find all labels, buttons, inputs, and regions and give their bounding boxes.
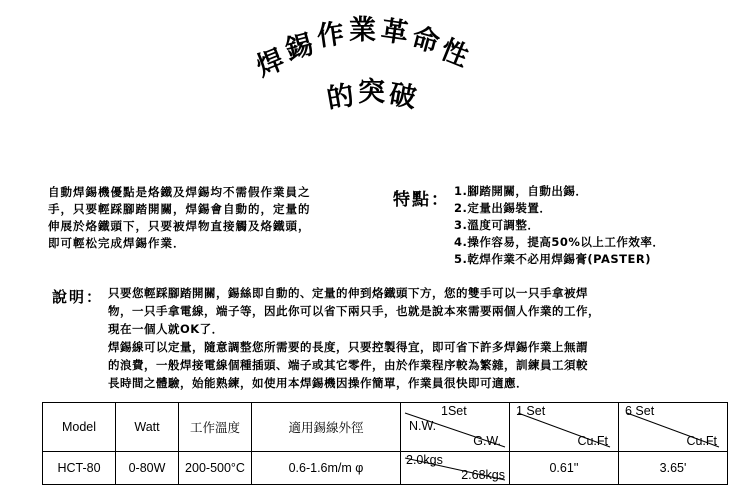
- label-nw: N.W.: [409, 419, 437, 433]
- label-cuft: Cu.Ft: [577, 434, 608, 448]
- description-line: 長時間之體驗，始能熟練，如使用本焊錫機因操作簡單，作業員很快即可適應．: [108, 376, 528, 390]
- cell-model: HCT-80: [43, 452, 116, 485]
- header-1set-volume: [510, 403, 619, 452]
- label-1set: 1Set: [441, 404, 467, 418]
- intro-line: 自動焊錫機優點是烙鐵及焊錫均不需假作業員之: [48, 185, 311, 199]
- feature-item: 4.操作容易，提高50%以上工作效率．: [454, 235, 665, 249]
- cell-cuft-1set: 0.61'': [510, 452, 619, 485]
- header-1set-weight: [401, 403, 510, 452]
- header-model: Model: [43, 403, 116, 452]
- cell-weight: [401, 452, 510, 485]
- description-line: 焊錫線可以定量，隨意調整您所需要的長度，只要控製得宜，即可省下許多焊錫作業上無謂: [108, 340, 588, 354]
- value-nw: 2.0kgs: [406, 453, 443, 467]
- header-watt: Watt: [116, 403, 179, 452]
- description-line: 的浪費，一般焊接電線個種插頭、端子或其它零件，由於作業程序較為繁雜，訓練員工須較: [108, 358, 588, 372]
- label-gw: G.W.: [473, 434, 501, 448]
- cell-temp: 200-500°C: [179, 452, 252, 485]
- value-gw: 2.68kgs: [461, 468, 505, 482]
- title-char: 作: [314, 18, 347, 53]
- title-char: 命: [408, 22, 443, 59]
- title-char: 突: [358, 77, 385, 108]
- title-char: 性: [436, 34, 473, 73]
- features-label: 特點：: [393, 190, 450, 210]
- title-char: 破: [386, 78, 419, 115]
- header-temp: 工作溫度: [179, 403, 252, 452]
- intro-paragraph: [48, 184, 388, 252]
- title-char: 業: [349, 15, 376, 46]
- description-text: [108, 284, 708, 392]
- feature-item: 2.定量出錫裝置．: [454, 201, 552, 215]
- header-wire: 適用錫線外徑: [252, 403, 401, 452]
- intro-line: 即可輕松完成焊錫作業．: [48, 236, 186, 250]
- title-char: 錫: [282, 29, 317, 66]
- cell-cuft-6set: 3.65': [619, 452, 728, 485]
- intro-line: 手，只要輕踩腳踏開關，焊錫會自動的，定量的: [48, 202, 311, 216]
- description-line: 現在一個人就OK了．: [108, 322, 224, 336]
- header-6set-volume: [619, 403, 728, 452]
- label-6set-cu: 6 Set: [625, 404, 655, 418]
- description-label: 說明：: [52, 288, 104, 306]
- description-line: 物，一只手拿電線，端子等，因此你可以省下兩只手，也就是說本來需要兩個人作業的工作，: [108, 304, 600, 318]
- spec-header-row: [43, 403, 728, 452]
- label-1set-cu: 1 Set: [516, 404, 546, 418]
- spec-table: [42, 402, 728, 485]
- intro-line: 伸展於烙鐵頭下，只要被焊物直接觸及烙鐵頭，: [48, 219, 311, 233]
- title-char: 的: [324, 79, 357, 116]
- label-cuft: Cu.Ft: [686, 434, 717, 448]
- feature-item: 5.乾焊作業不必用焊錫膏(PASTER): [454, 252, 651, 266]
- feature-item: 1.腳踏開關，自動出錫．: [454, 184, 588, 198]
- title-char: 革: [378, 15, 411, 50]
- page-title: [252, 6, 495, 126]
- description-line: 只要您輕踩腳踏開關，錫絲即自動的、定量的伸到烙鐵頭下方，您的雙手可以一只手拿被焊: [108, 286, 588, 300]
- features-list: [454, 183, 664, 268]
- table-row: [43, 452, 728, 485]
- title-char: 焊: [252, 44, 289, 83]
- feature-item: 3.溫度可調整．: [454, 218, 540, 232]
- cell-wire: 0.6-1.6m/m φ: [252, 452, 401, 485]
- cell-watt: 0-80W: [116, 452, 179, 485]
